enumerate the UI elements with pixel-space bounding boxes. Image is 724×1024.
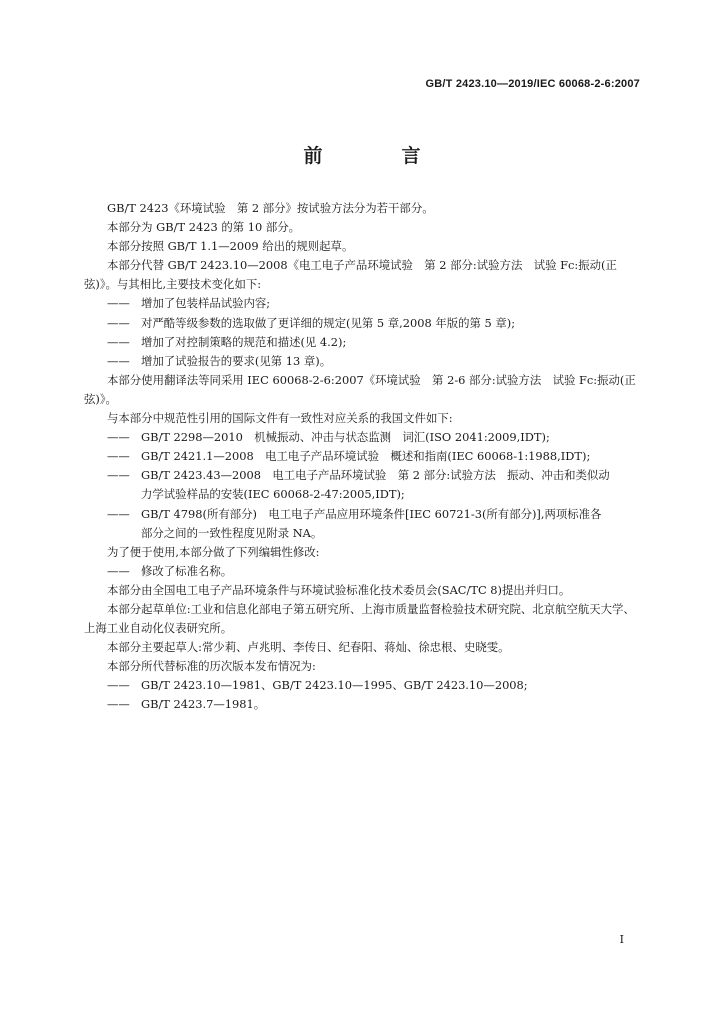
list-item-continuation: 部分之间的一致性程度见附录 NA。 xyxy=(141,525,323,540)
list-item: —— GB/T 2421.1—2008 电工电子产品环境试验 概述和指南(IEC 60068-1:1988,IDT); xyxy=(84,447,644,466)
dash-mark: —— xyxy=(107,506,130,521)
paragraph-2: 本部分为 GB/T 2423 的第 10 部分。 xyxy=(107,220,301,235)
standard-code-header: GB/T 2423.10—2019/IEC 60068-2-6:2007 xyxy=(425,78,640,90)
dash-mark: —— xyxy=(107,430,130,445)
paragraph-4: 本部分代替 GB/T 2423.10—2008《电工电子产品环境试验 第 2 部分:试验方法 试验 Fc:振动(正弦)》。与其相比,主要技术变化如下: xyxy=(84,258,617,292)
paragraph-3: 本部分按照 GB/T 1.1—2009 给出的规则起草。 xyxy=(107,239,354,254)
paragraph-5: 本部分使用翻译法等同采用 IEC 60068-2-6:2007《环境试验 第 2-6 部分:试验方法 试验 Fc:振动(正弦)》。 xyxy=(84,372,636,406)
list-item: —— 增加了试验报告的要求(见第 13 章)。 xyxy=(84,352,644,371)
dash-mark: —— xyxy=(107,697,130,712)
list-item: —— 增加了包装样品试验内容; xyxy=(84,294,644,313)
page-number: I xyxy=(619,933,624,946)
dash-mark: —— xyxy=(107,353,130,368)
dash-mark: —— xyxy=(107,296,130,311)
dash-mark: —— xyxy=(107,449,130,464)
dash-mark: —— xyxy=(107,678,130,693)
paragraph-1: GB/T 2423《环境试验 第 2 部分》按试验方法分为若干部分。 xyxy=(107,201,434,215)
list-item: —— 对严酷等级参数的选取做了更详细的规定(见第 5 章,2008 年版的第 5 章); xyxy=(84,314,644,333)
list-item: —— GB/T 2423.7—1981。 xyxy=(84,695,644,714)
dash-mark: —— xyxy=(107,468,130,483)
foreword-body xyxy=(84,199,644,715)
paragraph-9: 本部分起草单位:工业和信息化部电子第五研究所、上海市质量监督检验技术研究院、北京航空航天大学、上海工业自动化仪表研究所。 xyxy=(84,601,635,636)
dash-mark: —— xyxy=(107,334,130,349)
paragraph-6: 与本部分中规范性引用的国际文件有一致性对应关系的我国文件如下: xyxy=(107,411,453,426)
dash-mark: —— xyxy=(107,563,130,578)
paragraph-11: 本部分所代替标准的历次版本发布情况为: xyxy=(107,659,316,674)
list-item: —— GB/T 2298—2010 机械振动、冲击与状态监测 词汇(ISO 2041:2009,IDT); xyxy=(84,428,644,447)
list-item-continuation: 力学试验样品的安装(IEC 60068-2-47:2005,IDT); xyxy=(141,487,405,502)
paragraph-10: 本部分主要起草人:常少莉、卢兆明、李传日、纪春阳、蒋灿、徐忠根、史晓雯。 xyxy=(107,640,510,655)
paragraph-7: 为了便于使用,本部分做了下列编辑性修改: xyxy=(107,544,320,559)
list-item: —— 增加了对控制策略的规范和描述(见 4.2); xyxy=(84,333,644,352)
list-item: —— GB/T 4798(所有部分) 电工电子产品应用环境条件[IEC 60721-3(所有部分)],两项标准各 xyxy=(84,505,644,524)
list-item: —— 修改了标准名称。 xyxy=(84,562,644,581)
page-title: 前 言 xyxy=(303,145,451,167)
dash-mark: —— xyxy=(107,315,130,330)
paragraph-8: 本部分由全国电工电子产品环境条件与环境试验标准化技术委员会(SAC/TC 8)提出并归口。 xyxy=(107,582,571,597)
list-item: —— GB/T 2423.10—1981、GB/T 2423.10—1995、GB/T 2423.10—2008; xyxy=(84,676,644,695)
list-item: —— GB/T 2423.43—2008 电工电子产品环境试验 第 2 部分:试验方法 振动、冲击和类似动 xyxy=(84,466,644,485)
